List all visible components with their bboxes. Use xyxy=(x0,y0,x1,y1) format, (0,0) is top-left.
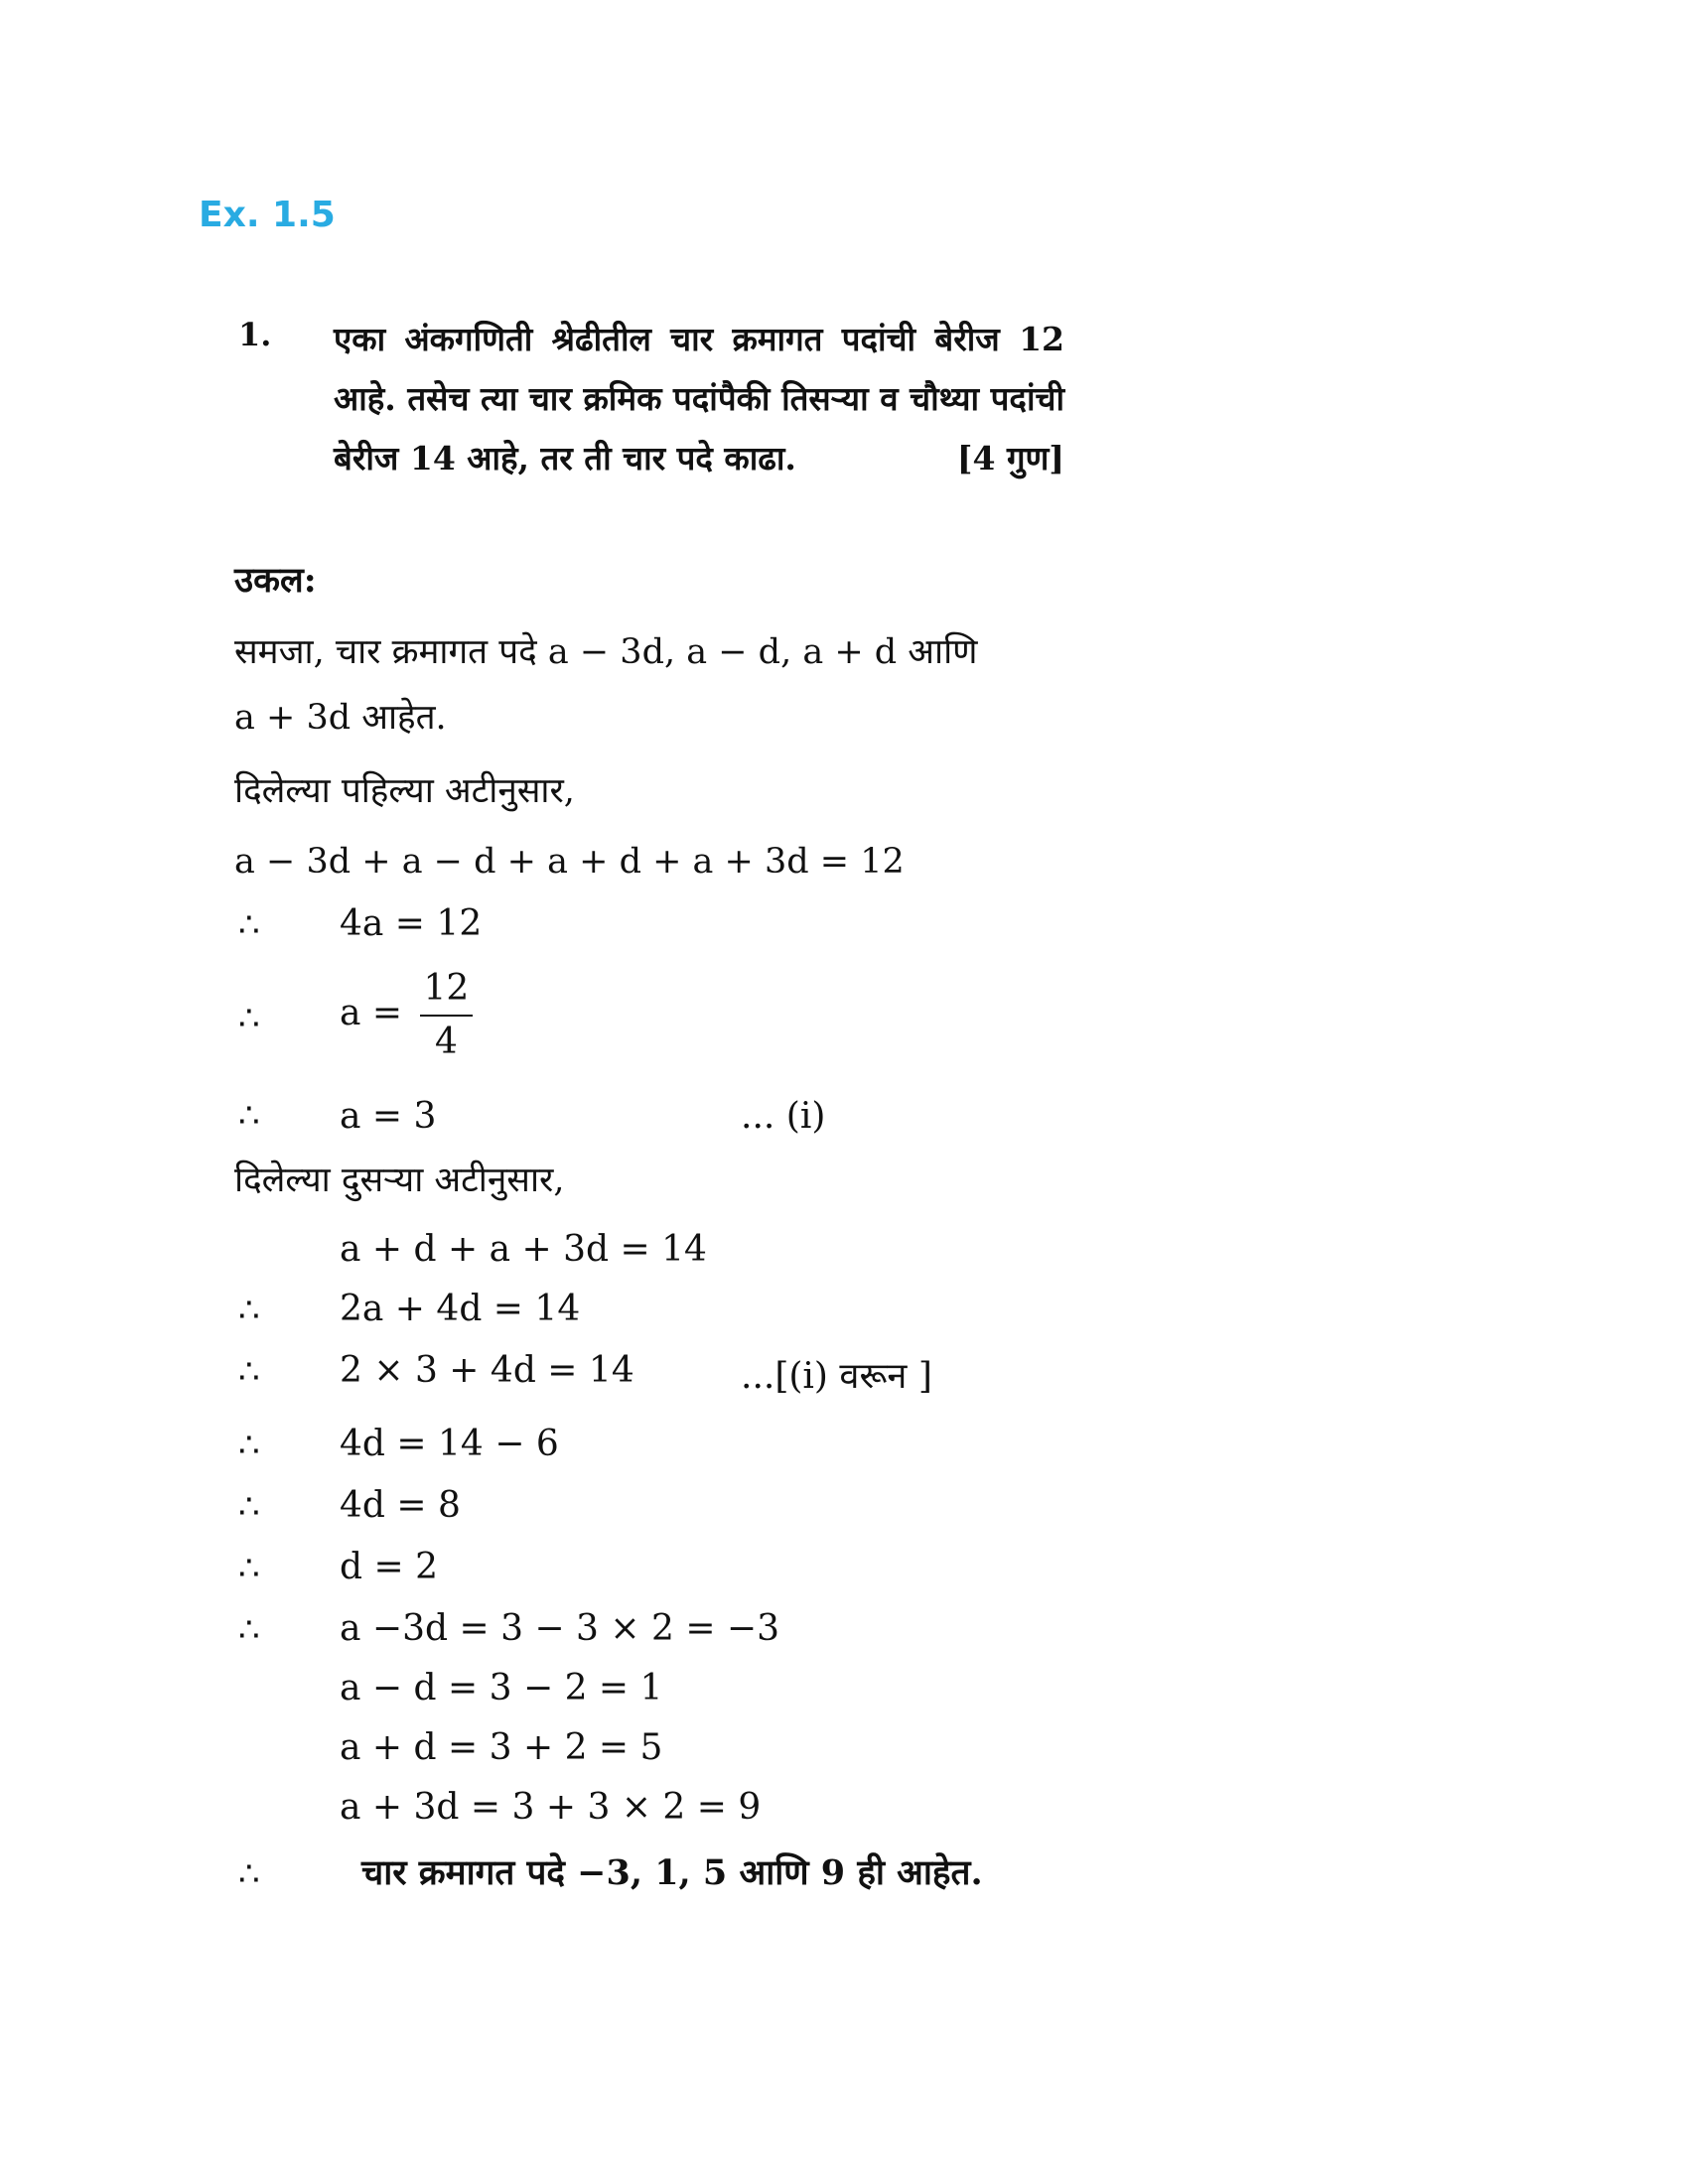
term-3: a + d = 3 + 2 = 5 xyxy=(340,1727,663,1768)
term-4: a + 3d = 3 + 3 × 2 = 9 xyxy=(340,1787,762,1828)
equation-5: 4d = 14 − 6 xyxy=(340,1424,559,1464)
question-body: एका अंकगणिती श्रेढीतील चार क्रमागत पदांची बेरीज 12 आहे. तसेच त्या चार क्रमिक पदांपैकी तिसऱ्या व चौथ्या पदांची बेरीज 14 आहे, तर ती चार पदे काढा. xyxy=(334,320,1064,478)
marks-label: [4 गुण] xyxy=(956,439,1064,478)
equation-3: 2a + 4d = 14 xyxy=(340,1289,581,1329)
therefore-symbol: ∴ xyxy=(238,999,260,1038)
assumption-line-1: समजा, चार क्रमागत पदे a − 3d, a − d, a + d आणि xyxy=(234,632,978,672)
reference-from-i: ...[(i) वरून ] xyxy=(741,1356,932,1397)
fraction xyxy=(420,963,474,1068)
term-2: a − d = 3 − 2 = 1 xyxy=(340,1668,663,1708)
therefore-symbol: ∴ xyxy=(238,1854,260,1894)
equation-a-fraction xyxy=(340,963,473,1068)
equation-4: 2 × 3 + 4d = 14 xyxy=(340,1350,634,1391)
first-condition-heading: दिलेल्या पहिल्या अटीनुसार, xyxy=(234,771,575,811)
second-condition-heading: दिलेल्या दुसऱ्या अटीनुसार, xyxy=(234,1160,565,1200)
therefore-symbol: ∴ xyxy=(238,1426,260,1465)
term-1: a −3d = 3 − 3 × 2 = −3 xyxy=(340,1608,780,1649)
question-text xyxy=(334,310,1064,488)
reference-i: ... (i) xyxy=(741,1096,826,1137)
therefore-symbol: ∴ xyxy=(238,1549,260,1588)
therefore-symbol: ∴ xyxy=(238,1352,260,1392)
conclusion: चार क्रमागत पदे −3, 1, 5 आणि 9 ही आहेत. xyxy=(361,1852,983,1893)
fraction-denominator: 4 xyxy=(434,1022,458,1062)
therefore-symbol: ∴ xyxy=(238,1096,260,1136)
therefore-symbol: ∴ xyxy=(238,1610,260,1650)
equation-2: a + d + a + 3d = 14 xyxy=(340,1229,707,1270)
therefore-symbol: ∴ xyxy=(238,1291,260,1330)
fraction-numerator: 12 xyxy=(420,963,474,1017)
therefore-symbol: ∴ xyxy=(238,905,260,945)
equation-4a: 4a = 12 xyxy=(340,903,483,944)
equation-6: 4d = 8 xyxy=(340,1485,461,1526)
equation-7: d = 2 xyxy=(340,1547,438,1587)
sum-equation: a − 3d + a − d + a + d + a + 3d = 12 xyxy=(234,842,905,882)
solution-heading: उकल: xyxy=(234,560,317,601)
exercise-title: Ex. 1.5 xyxy=(199,195,336,235)
therefore-symbol: ∴ xyxy=(238,1487,260,1527)
assumption-line-2: a + 3d आहेत. xyxy=(234,698,447,738)
equation-a-value: a = 3 xyxy=(340,1096,437,1137)
question-number: 1. xyxy=(238,316,272,353)
a-equals-label: a = xyxy=(340,993,403,1033)
